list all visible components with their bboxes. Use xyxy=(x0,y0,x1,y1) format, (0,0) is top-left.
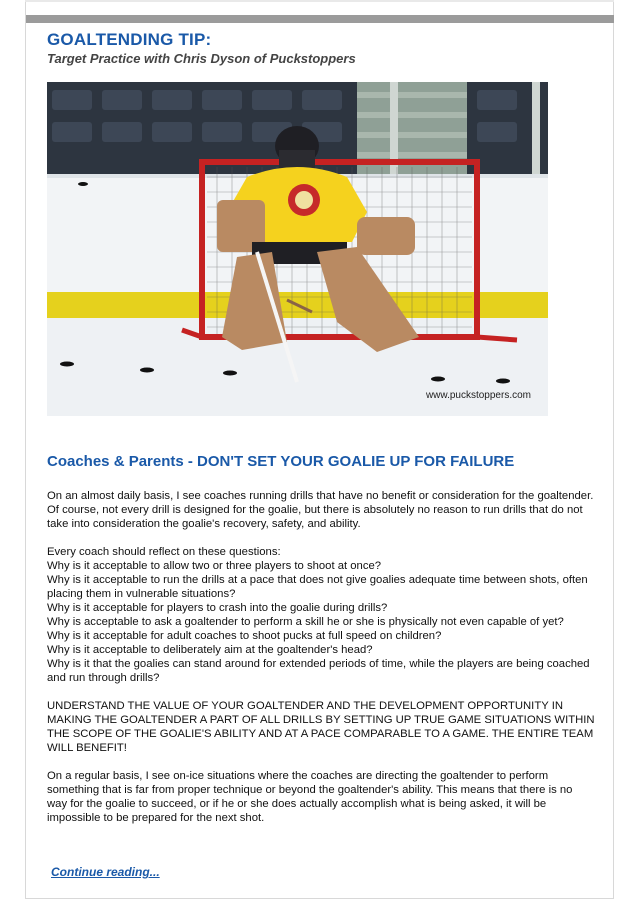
questions-block xyxy=(47,545,595,685)
closing-paragraph: On a regular basis, I see on-ice situations where the coaches are directing the goaltender to perform something that is far from proper technique or beyond the goaltender's ability. This means that there is no way for the goalie to succeed, or if he or she does actually accomplish what is being asked, it will be impossible to be prepared for the next shot. xyxy=(47,770,573,824)
question-item: Why is it acceptable to deliberately aim at the goaltender's head? xyxy=(47,644,373,656)
question-item: Why is acceptable to ask a goaltender to perform a skill he or she is physically not even capable of yet? xyxy=(47,616,564,628)
questions-lead: Every coach should reflect on these questions: xyxy=(47,546,281,558)
photo-credit: www.puckstoppers.com xyxy=(425,390,531,401)
article-body xyxy=(47,489,595,839)
question-item: Why is it that the goalies can stand around for extended periods of time, while the players are being coached and run through drills? xyxy=(47,658,590,684)
header-divider-bar xyxy=(26,15,614,23)
continue-reading-link[interactable]: Continue reading... xyxy=(51,865,160,879)
top-edge xyxy=(25,0,614,2)
question-item: Why is it acceptable to run the drills at a pace that does not give goalies adequate time between shots, often placing them in vulnerable situations? xyxy=(47,574,588,600)
tip-title: GOALTENDING TIP: xyxy=(47,30,212,49)
intro-paragraph: On an almost daily basis, I see coaches running drills that have no benefit or consideration for the goaltender. Of course, not every drill is designed for the goalie, but there is absolutely no reason to run drills that do not take into consideration the goalie's recovery, safety, and ability. xyxy=(47,490,594,530)
question-item: Why is it acceptable to allow two or three players to shoot at once? xyxy=(47,560,382,572)
goalie-photo xyxy=(47,82,548,416)
goalie-photo-illustration xyxy=(47,82,548,416)
question-item: Why is it acceptable for players to crash into the goalie during drills? xyxy=(47,602,388,614)
callout-paragraph: UNDERSTAND THE VALUE OF YOUR GOALTENDER AND THE DEVELOPMENT OPPORTUNITY IN MAKING THE GOALTENDER A PART OF ALL DRILLS BY SETTING UP TRUE GAME SITUATIONS WITHIN THE SCOPE OF THE GOALIE'S ABILITY AND AT A PACE COMPARABLE TO A GAME. THE ENTIRE TEAM WILL BENEFIT! xyxy=(47,700,595,754)
tip-subtitle: Target Practice with Chris Dyson of Puckstoppers xyxy=(47,51,356,66)
question-item: Why is it acceptable for adult coaches to shoot pucks at full speed on children? xyxy=(47,630,442,642)
article-heading: Coaches & Parents - DON'T SET YOUR GOALIE UP FOR FAILURE xyxy=(47,453,515,470)
